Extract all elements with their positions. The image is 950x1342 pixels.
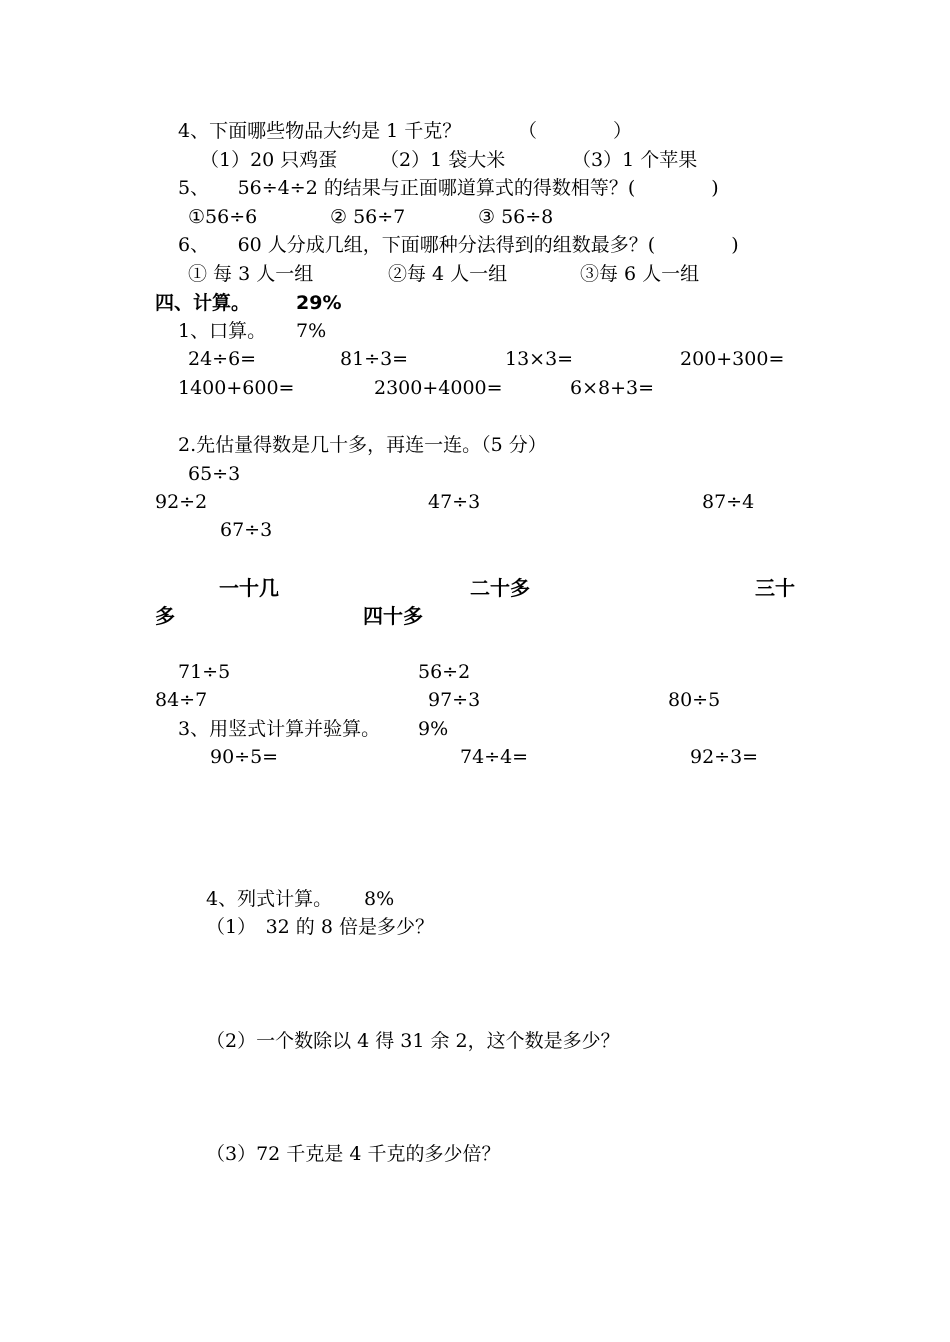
part3-percent: 9% (418, 718, 449, 740)
oral-calc-item: 6×8+3= (570, 377, 655, 399)
q5-option-3: ③ 56÷8 (478, 206, 554, 228)
part1-percent: 7% (296, 320, 327, 342)
estimate-item: 65÷3 (188, 463, 241, 485)
estimate-item: 67÷3 (220, 519, 273, 541)
q6-question: 6、 60 人分成几组，下面哪种分法得到的组数最多？( ) (178, 234, 739, 256)
part4-percent: 8% (364, 888, 395, 910)
word-problem: （3）72 千克是 4 千克的多少倍？ (206, 1143, 501, 1165)
oral-calc-item: 24÷6= (188, 348, 257, 370)
part1-title: 1、口算。 (178, 320, 267, 342)
q6-option-1: ① 每 3 人一组 (188, 263, 314, 285)
range-label: 多 (155, 604, 175, 628)
part4-title: 4、列式计算。 (206, 888, 333, 910)
vertical-calc-item: 90÷5= (210, 746, 279, 768)
range-label: 二十多 (470, 576, 530, 600)
q4-option-3: （3）1 个苹果 (572, 149, 698, 171)
word-problem: （2）一个数除以 4 得 31 余 2，这个数是多少？ (206, 1030, 620, 1052)
part3-title: 3、用竖式计算并验算。 (178, 718, 381, 740)
oral-calc-item: 13×3= (505, 348, 574, 370)
estimate-item: 97÷3 (428, 689, 481, 711)
oral-calc-item: 81÷3= (340, 348, 409, 370)
oral-calc-item: 200+300= (680, 348, 785, 370)
section-title: 四、计算。 (155, 292, 251, 314)
section-percent: 29% (296, 292, 342, 314)
word-problem: （1） 32 的 8 倍是多少？ (206, 916, 434, 938)
estimate-item: 84÷7 (155, 689, 208, 711)
q4-answer-paren: （ ） (518, 120, 633, 142)
estimate-item: 56÷2 (418, 661, 471, 683)
part2-title: 2.先估量得数是几十多，再连一连。（5 分） (178, 434, 547, 456)
oral-calc-item: 2300+4000= (374, 377, 503, 399)
estimate-item: 92÷2 (155, 491, 208, 513)
vertical-calc-item: 92÷3= (690, 746, 759, 768)
range-label: 三十 (755, 576, 795, 600)
oral-calc-item: 1400+600= (178, 377, 295, 399)
estimate-item: 71÷5 (178, 661, 231, 683)
estimate-item: 47÷3 (428, 491, 481, 513)
q4-question: 4、下面哪些物品大约是 1 千克？ (178, 120, 462, 142)
q4-option-2: （2）1 袋大米 (380, 149, 506, 171)
q5-option-1: ①56÷6 (188, 206, 258, 228)
q6-option-2: ②每 4 人一组 (388, 263, 508, 285)
q6-option-3: ③每 6 人一组 (580, 263, 700, 285)
q5-option-2: ② 56÷7 (330, 206, 406, 228)
estimate-item: 80÷5 (668, 689, 721, 711)
q4-option-1: （1）20 只鸡蛋 (200, 149, 338, 171)
vertical-calc-item: 74÷4= (460, 746, 529, 768)
estimate-item: 87÷4 (702, 491, 755, 513)
range-label: 一十几 (219, 576, 279, 600)
q5-question: 5、 56÷4÷2 的结果与正面哪道算式的得数相等？( ) (178, 177, 719, 199)
range-label: 四十多 (363, 604, 423, 628)
